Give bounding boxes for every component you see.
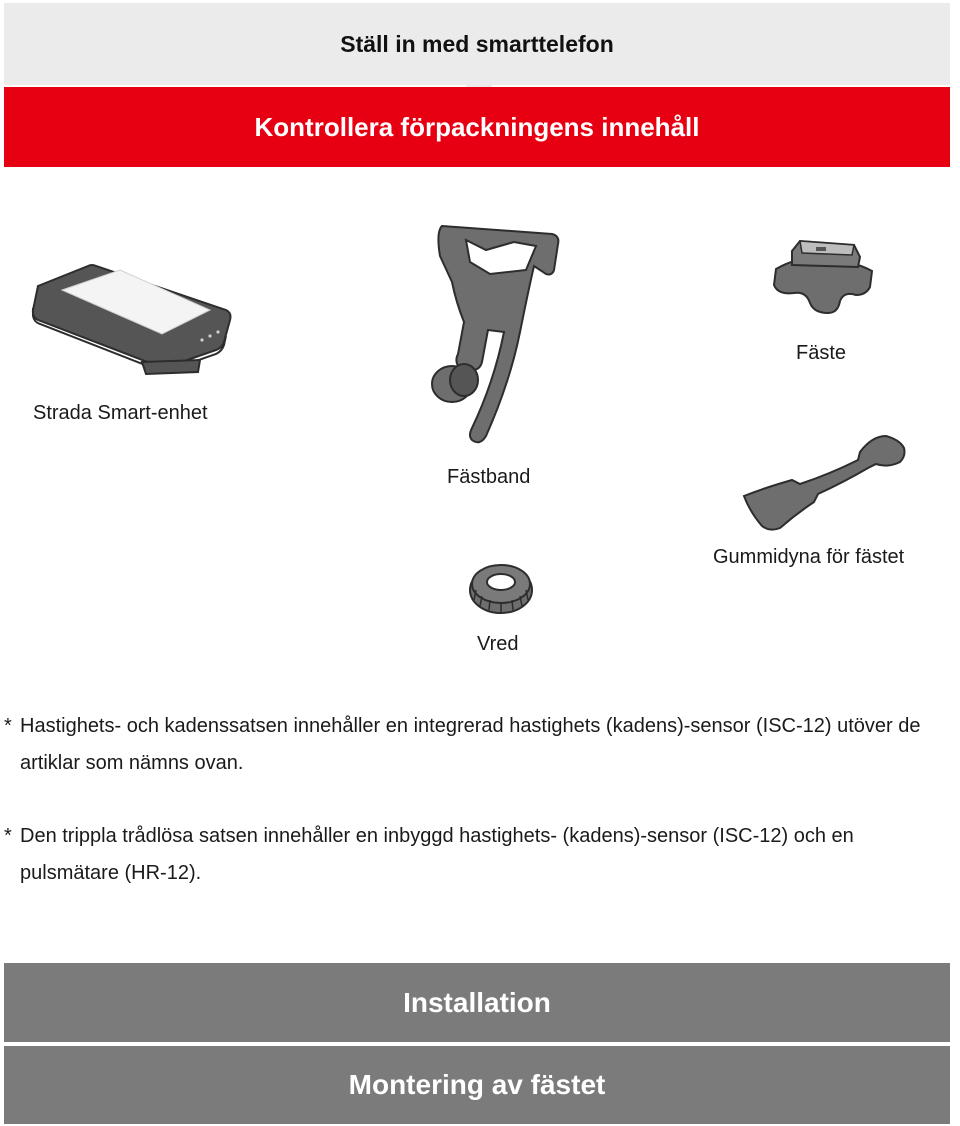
band-label: Fästband bbox=[447, 466, 531, 488]
strada-smart-unit-image bbox=[30, 262, 235, 377]
page-header bbox=[4, 3, 950, 85]
note-marker: * bbox=[4, 715, 12, 737]
section-title: Kontrollera förpackningens innehåll bbox=[254, 111, 700, 142]
dial-label: Vred bbox=[477, 633, 519, 655]
rubber-pad-label: Gummidyna för fästet bbox=[713, 546, 905, 568]
page-title: Ställ in med smarttelefon bbox=[340, 30, 614, 57]
installation-link[interactable] bbox=[4, 963, 950, 1042]
note-speed-cadence-kit bbox=[4, 708, 949, 782]
note-text: Den trippla trådlösa satsen innehåller en inbyggd hastighets- (kadens)-sensor (ISC-12) och en pulsmätare (HR-12). bbox=[20, 825, 854, 884]
installation-label: Installation bbox=[403, 986, 551, 1018]
section-header bbox=[4, 87, 950, 167]
note-text: Hastighets- och kadenssatsen innehåller en integrerad hastighets (kadens)-sensor (ISC-12) utöver de artiklar som nämns ovan. bbox=[20, 715, 921, 774]
note-marker: * bbox=[4, 825, 12, 847]
mount-band-image bbox=[428, 222, 568, 448]
note-triple-wireless-kit bbox=[4, 818, 949, 892]
bracket-image bbox=[770, 237, 876, 317]
mounting-label: Montering av fästet bbox=[348, 1069, 606, 1100]
dial-image bbox=[468, 560, 534, 616]
unit-label: Strada Smart-enhet bbox=[33, 402, 208, 424]
rubber-pad-image bbox=[740, 432, 908, 532]
mounting-link[interactable] bbox=[4, 1046, 950, 1124]
bracket-label: Fäste bbox=[796, 342, 847, 364]
